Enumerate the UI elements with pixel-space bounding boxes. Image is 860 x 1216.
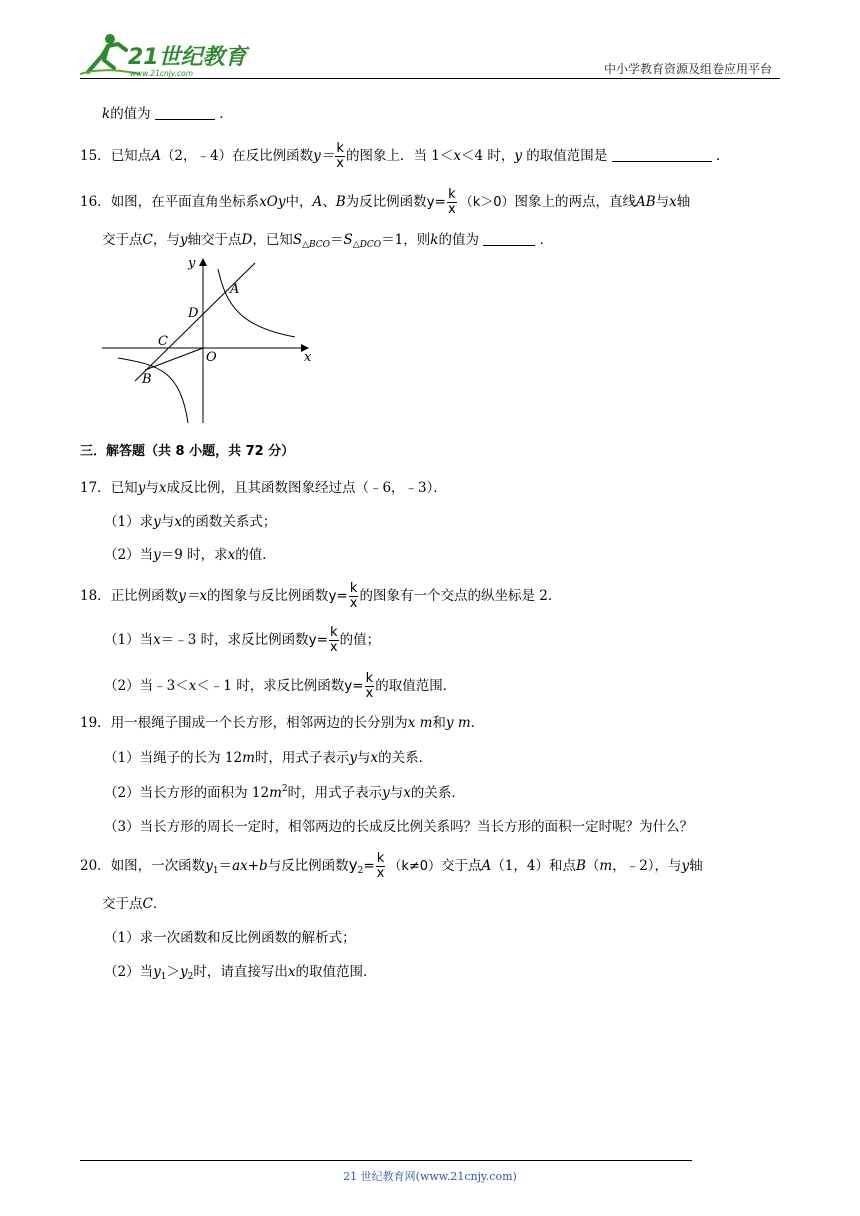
label-D: D bbox=[188, 306, 199, 321]
question-19-part-3: （3）当长方形的周长一定时，相邻两边的长成反比例关系吗？当长方形的面积一定时呢？为什么？ bbox=[104, 819, 694, 835]
logo-url: www.21cnjy.com bbox=[130, 69, 194, 78]
fraction-k-over-x: $\frac{k}{x}$ bbox=[329, 625, 338, 655]
footer-link[interactable]: 21 世纪教育网(www.21cnjy.com) bbox=[343, 1170, 517, 1183]
question-17-part-1: （1）求y与x的函数关系式； bbox=[104, 514, 277, 530]
answer-blank[interactable] bbox=[155, 105, 215, 120]
question-19-part-1: （1）当绳子的长为 12m时，用式子表示y与x的关系． bbox=[104, 750, 433, 766]
header-divider bbox=[80, 78, 780, 79]
question-19: 19．用一根绳子围成一个长方形，相邻两边的长分别为x m和y m． bbox=[80, 715, 485, 731]
site-logo bbox=[80, 30, 255, 80]
segment-OB bbox=[145, 348, 203, 370]
q16-figure bbox=[100, 255, 320, 427]
question-18: 18．正比例函数y＝x的图象与反比例函数y= $\frac{k}{x}$ 的图象有一个交点的纵坐标是 2． bbox=[80, 581, 562, 611]
question-20: 20．如图，一次函数$y_1=ax+b$与反比例函数$y_2=$ $\frac{k}{x}$ （k≠0）交于点A（1，4）和点B（m，﹣2），与y轴 bbox=[80, 851, 703, 881]
question-17: 17．已知y与x成反比例，且其函数图象经过点（﹣6，﹣3）． bbox=[80, 480, 447, 496]
fraction-k-over-x: $\frac{k}{x}$ bbox=[349, 581, 358, 611]
q14-tail: k的值为 ． bbox=[102, 106, 233, 122]
line-AB bbox=[135, 263, 255, 381]
logo-text: 21世纪教育 bbox=[128, 45, 247, 70]
hyperbola-branch-2 bbox=[118, 358, 188, 423]
question-20-line2: 交于点C． bbox=[102, 896, 167, 912]
label-x: x bbox=[304, 350, 312, 365]
answer-blank[interactable] bbox=[612, 147, 712, 162]
label-C: C bbox=[158, 334, 168, 349]
label-B: B bbox=[142, 372, 152, 387]
label-y: y bbox=[188, 256, 196, 271]
question-18-part-2: （2）当﹣3＜x＜﹣1 时，求反比例函数y= $\frac{k}{x}$ 的取值范围． bbox=[104, 671, 457, 701]
question-18-part-1: （1）当x＝﹣3 时，求反比例函数y= $\frac{k}{x}$ 的值； bbox=[104, 625, 381, 655]
hyperbola-branch-1 bbox=[218, 269, 295, 337]
question-20-part-1: （1）求一次函数和反比例函数的解析式； bbox=[104, 930, 356, 946]
label-A: A bbox=[230, 282, 240, 297]
section-3-title: 三．解答题（共 8 小题，共 72 分） bbox=[80, 444, 295, 459]
footer-divider bbox=[80, 1160, 692, 1161]
fraction-k-over-x: $\frac{k}{x}$ bbox=[376, 851, 385, 881]
question-16-line2: 交于点C，与y轴交于点D，已知$S_{\triangle BCO}=S_{\triangle DCO}=1$，则k的值为 ． bbox=[102, 232, 554, 250]
question-19-part-2: （2）当长方形的面积为 $12m^2$时，用式子表示y与x的关系． bbox=[104, 784, 465, 801]
fraction-k-over-x: $\frac{k}{x}$ bbox=[365, 671, 374, 701]
fraction-k-over-x: $\frac{k}{x}$ bbox=[336, 141, 344, 171]
question-15: 15．已知点A（2，﹣4）在反比例函数y＝ $\frac{k}{x}$ 的图象上．当 1＜x＜4 时，y 的取值范围是 ． bbox=[80, 141, 730, 171]
answer-blank[interactable] bbox=[483, 231, 535, 246]
question-20-part-2: （2）当$y_1>y_2$时，请直接写出x的取值范围． bbox=[104, 964, 377, 982]
fraction-k-over-x: $\frac{k}{x}$ bbox=[447, 187, 456, 217]
question-17-part-2: （2）当y＝9 时，求x的值． bbox=[104, 547, 276, 563]
header-platform-text: 中小学教育资源及组卷应用平台 bbox=[603, 62, 772, 76]
label-O: O bbox=[206, 350, 217, 365]
question-16: 16．如图，在平面直角坐标系xOy中，A、B为反比例函数y= $\frac{k}{x}$ （k＞0）图象上的两点，直线AB与x轴 bbox=[80, 187, 691, 217]
